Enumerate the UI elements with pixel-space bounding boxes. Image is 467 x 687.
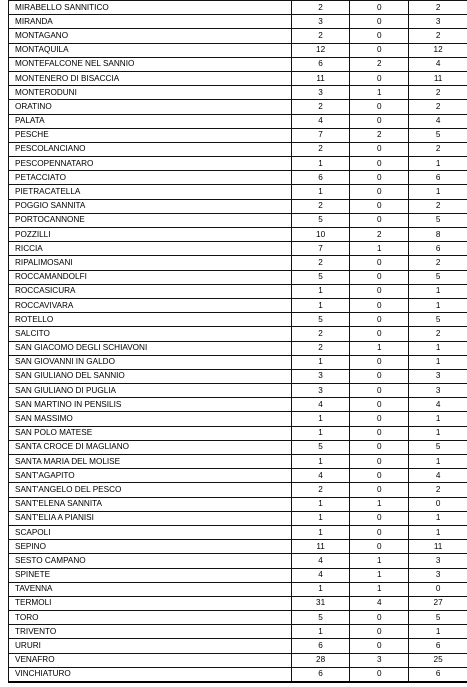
count-total-cell: 4 (291, 114, 350, 128)
count-second-cell: 1 (350, 582, 409, 596)
table-row (9, 511, 467, 525)
table-row (9, 653, 467, 667)
count-third-cell: 2 (409, 86, 467, 100)
municipality-name-cell: VENAFRO (9, 653, 292, 667)
table-row (9, 483, 467, 497)
count-third-cell: 5 (409, 270, 467, 284)
municipality-name-cell: PESCOPENNATARO (9, 157, 292, 171)
count-second-cell: 0 (350, 369, 409, 383)
table-row (9, 284, 467, 298)
count-second-cell: 0 (350, 384, 409, 398)
count-third-cell: 4 (409, 469, 467, 483)
count-second-cell: 0 (350, 1, 409, 15)
table-row (9, 455, 467, 469)
table-row (9, 1, 467, 15)
table-row (9, 582, 467, 596)
count-third-cell: 6 (409, 667, 467, 682)
municipality-name-cell: MIRANDA (9, 15, 292, 29)
count-third-cell: 5 (409, 128, 467, 142)
count-third-cell: 2 (409, 199, 467, 213)
count-second-cell: 0 (350, 412, 409, 426)
municipality-name-cell: SANT'ANGELO DEL PESCO (9, 483, 292, 497)
count-total-cell: 1 (291, 412, 350, 426)
count-total-cell: 5 (291, 611, 350, 625)
count-second-cell: 2 (350, 57, 409, 71)
count-total-cell: 6 (291, 667, 350, 682)
count-total-cell: 2 (291, 142, 350, 156)
municipality-name-cell: SAN GIOVANNI IN GALDO (9, 355, 292, 369)
count-second-cell: 0 (350, 611, 409, 625)
count-third-cell: 1 (409, 625, 467, 639)
count-total-cell: 1 (291, 625, 350, 639)
municipality-name-cell: MONTAGANO (9, 29, 292, 43)
count-total-cell: 2 (291, 100, 350, 114)
municipality-name-cell: ROCCAVIVARA (9, 298, 292, 312)
count-third-cell: 1 (409, 341, 467, 355)
count-third-cell: 2 (409, 1, 467, 15)
count-second-cell: 0 (350, 511, 409, 525)
table-row (9, 228, 467, 242)
count-third-cell: 3 (409, 554, 467, 568)
count-total-cell: 6 (291, 171, 350, 185)
municipality-name-cell: PIETRACATELLA (9, 185, 292, 199)
count-second-cell: 1 (350, 568, 409, 582)
municipality-name-cell: SAN MARTINO IN PENSILIS (9, 398, 292, 412)
count-second-cell: 0 (350, 270, 409, 284)
count-total-cell: 2 (291, 256, 350, 270)
table-row (9, 497, 467, 511)
count-total-cell: 1 (291, 497, 350, 511)
count-third-cell: 11 (409, 540, 467, 554)
table-row (9, 625, 467, 639)
count-second-cell: 0 (350, 213, 409, 227)
table-row (9, 128, 467, 142)
count-total-cell: 1 (291, 511, 350, 525)
count-third-cell: 1 (409, 284, 467, 298)
count-second-cell: 0 (350, 114, 409, 128)
municipality-name-cell: SPINETE (9, 568, 292, 582)
count-second-cell: 0 (350, 540, 409, 554)
count-third-cell: 1 (409, 298, 467, 312)
municipality-name-cell: SAN GIULIANO DI PUGLIA (9, 384, 292, 398)
count-second-cell: 0 (350, 185, 409, 199)
municipality-name-cell: MONTAQUILA (9, 43, 292, 57)
count-second-cell: 3 (350, 653, 409, 667)
municipality-name-cell: SAN POLO MATESE (9, 426, 292, 440)
count-total-cell: 2 (291, 199, 350, 213)
count-second-cell: 2 (350, 128, 409, 142)
count-second-cell: 0 (350, 398, 409, 412)
table-row (9, 639, 467, 653)
count-total-cell: 1 (291, 582, 350, 596)
count-total-cell: 5 (291, 213, 350, 227)
municipality-name-cell: SAN GIACOMO DEGLI SCHIAVONI (9, 341, 292, 355)
municipality-name-cell: SAN MASSIMO (9, 412, 292, 426)
table-row (9, 100, 467, 114)
municipality-name-cell: MONTENERO DI BISACCIA (9, 71, 292, 85)
count-third-cell: 2 (409, 29, 467, 43)
count-third-cell: 5 (409, 440, 467, 454)
count-total-cell: 6 (291, 57, 350, 71)
table-row (9, 86, 467, 100)
table-row (9, 540, 467, 554)
table-row (9, 298, 467, 312)
count-total-cell: 3 (291, 384, 350, 398)
count-second-cell: 0 (350, 142, 409, 156)
count-third-cell: 5 (409, 213, 467, 227)
municipality-name-cell: URURI (9, 639, 292, 653)
table-row (9, 185, 467, 199)
municipality-name-cell: SANTA MARIA DEL MOLISE (9, 455, 292, 469)
table-row (9, 270, 467, 284)
table-body (9, 1, 467, 683)
count-second-cell: 0 (350, 469, 409, 483)
count-total-cell: 1 (291, 455, 350, 469)
table-row (9, 313, 467, 327)
municipality-name-cell: TAVENNA (9, 582, 292, 596)
municipality-name-cell: MONTEFALCONE NEL SANNIO (9, 57, 292, 71)
count-third-cell: 6 (409, 171, 467, 185)
municipality-name-cell: TORO (9, 611, 292, 625)
count-third-cell: 3 (409, 384, 467, 398)
municipality-name-cell: SESTO CAMPANO (9, 554, 292, 568)
count-total-cell: 2 (291, 327, 350, 341)
count-third-cell: 1 (409, 426, 467, 440)
count-second-cell: 0 (350, 256, 409, 270)
table-row (9, 525, 467, 539)
table-row (9, 256, 467, 270)
count-second-cell: 0 (350, 298, 409, 312)
count-third-cell: 5 (409, 611, 467, 625)
table-row (9, 142, 467, 156)
table-row (9, 171, 467, 185)
count-third-cell: 6 (409, 242, 467, 256)
count-third-cell: 1 (409, 412, 467, 426)
count-third-cell: 2 (409, 327, 467, 341)
municipality-name-cell: PESCHE (9, 128, 292, 142)
count-third-cell: 1 (409, 157, 467, 171)
count-total-cell: 3 (291, 86, 350, 100)
count-second-cell: 0 (350, 15, 409, 29)
count-third-cell: 1 (409, 455, 467, 469)
count-second-cell: 0 (350, 625, 409, 639)
count-total-cell: 4 (291, 398, 350, 412)
table-row (9, 554, 467, 568)
table-row (9, 29, 467, 43)
municipality-name-cell: POGGIO SANNITA (9, 199, 292, 213)
count-total-cell: 1 (291, 157, 350, 171)
municipality-name-cell: SANT'ELIA A PIANISI (9, 511, 292, 525)
municipality-name-cell: ROTELLO (9, 313, 292, 327)
municipality-name-cell: TERMOLI (9, 596, 292, 610)
count-third-cell: 0 (409, 497, 467, 511)
municipality-table (8, 0, 467, 683)
municipality-name-cell: SALCITO (9, 327, 292, 341)
count-total-cell: 2 (291, 1, 350, 15)
table-row (9, 596, 467, 610)
count-total-cell: 3 (291, 15, 350, 29)
count-total-cell: 11 (291, 71, 350, 85)
table-row (9, 412, 467, 426)
count-third-cell: 5 (409, 313, 467, 327)
count-total-cell: 12 (291, 43, 350, 57)
count-total-cell: 5 (291, 270, 350, 284)
count-total-cell: 2 (291, 29, 350, 43)
count-second-cell: 0 (350, 327, 409, 341)
count-total-cell: 1 (291, 426, 350, 440)
municipality-name-cell: SCAPOLI (9, 525, 292, 539)
table-row (9, 114, 467, 128)
table-row (9, 611, 467, 625)
count-total-cell: 5 (291, 313, 350, 327)
municipality-name-cell: SANT'AGAPITO (9, 469, 292, 483)
municipality-name-cell: SEPINO (9, 540, 292, 554)
municipality-name-cell: POZZILLI (9, 228, 292, 242)
count-second-cell: 1 (350, 86, 409, 100)
count-second-cell: 1 (350, 341, 409, 355)
count-total-cell: 4 (291, 554, 350, 568)
count-third-cell: 3 (409, 15, 467, 29)
count-third-cell: 1 (409, 355, 467, 369)
count-second-cell: 0 (350, 199, 409, 213)
municipality-name-cell: PORTOCANNONE (9, 213, 292, 227)
count-third-cell: 1 (409, 511, 467, 525)
table-row (9, 199, 467, 213)
table-row (9, 667, 467, 682)
count-second-cell: 0 (350, 43, 409, 57)
count-total-cell: 3 (291, 369, 350, 383)
count-third-cell: 6 (409, 639, 467, 653)
count-third-cell: 1 (409, 185, 467, 199)
table-row (9, 384, 467, 398)
count-second-cell: 0 (350, 355, 409, 369)
table-row (9, 242, 467, 256)
table-row (9, 15, 467, 29)
count-third-cell: 8 (409, 228, 467, 242)
count-second-cell: 0 (350, 284, 409, 298)
municipality-name-cell: ROCCASICURA (9, 284, 292, 298)
municipality-name-cell: PALATA (9, 114, 292, 128)
count-total-cell: 1 (291, 298, 350, 312)
table-row (9, 469, 467, 483)
municipality-name-cell: PESCOLANCIANO (9, 142, 292, 156)
table-row (9, 327, 467, 341)
count-third-cell: 0 (409, 582, 467, 596)
municipality-name-cell: TRIVENTO (9, 625, 292, 639)
municipality-name-cell: ORATINO (9, 100, 292, 114)
table-row (9, 57, 467, 71)
count-third-cell: 12 (409, 43, 467, 57)
municipality-name-cell: VINCHIATURO (9, 667, 292, 682)
count-total-cell: 28 (291, 653, 350, 667)
count-total-cell: 10 (291, 228, 350, 242)
table-row (9, 355, 467, 369)
municipality-name-cell: MIRABELLO SANNITICO (9, 1, 292, 15)
count-second-cell: 0 (350, 525, 409, 539)
count-third-cell: 4 (409, 114, 467, 128)
count-third-cell: 11 (409, 71, 467, 85)
count-total-cell: 1 (291, 525, 350, 539)
count-total-cell: 31 (291, 596, 350, 610)
table-row (9, 440, 467, 454)
count-total-cell: 1 (291, 284, 350, 298)
count-third-cell: 2 (409, 142, 467, 156)
count-second-cell: 0 (350, 667, 409, 682)
count-total-cell: 1 (291, 355, 350, 369)
count-second-cell: 4 (350, 596, 409, 610)
count-third-cell: 2 (409, 483, 467, 497)
count-total-cell: 1 (291, 185, 350, 199)
count-second-cell: 0 (350, 157, 409, 171)
count-total-cell: 7 (291, 128, 350, 142)
table-row (9, 157, 467, 171)
count-total-cell: 5 (291, 440, 350, 454)
table-row (9, 341, 467, 355)
municipality-name-cell: SANT'ELENA SANNITA (9, 497, 292, 511)
count-second-cell: 0 (350, 171, 409, 185)
count-total-cell: 6 (291, 639, 350, 653)
table-row (9, 398, 467, 412)
count-second-cell: 0 (350, 100, 409, 114)
count-second-cell: 1 (350, 242, 409, 256)
count-third-cell: 2 (409, 256, 467, 270)
municipality-name-cell: SANTA CROCE DI MAGLIANO (9, 440, 292, 454)
count-total-cell: 11 (291, 540, 350, 554)
count-total-cell: 4 (291, 568, 350, 582)
count-second-cell: 0 (350, 639, 409, 653)
count-second-cell: 0 (350, 440, 409, 454)
count-third-cell: 4 (409, 398, 467, 412)
municipality-name-cell: RIPALIMOSANI (9, 256, 292, 270)
count-third-cell: 3 (409, 369, 467, 383)
count-third-cell: 27 (409, 596, 467, 610)
count-second-cell: 0 (350, 71, 409, 85)
count-second-cell: 0 (350, 313, 409, 327)
table-row (9, 213, 467, 227)
count-third-cell: 4 (409, 57, 467, 71)
count-second-cell: 0 (350, 426, 409, 440)
municipality-name-cell: MONTERODUNI (9, 86, 292, 100)
count-third-cell: 2 (409, 100, 467, 114)
count-second-cell: 0 (350, 29, 409, 43)
municipality-name-cell: RICCIA (9, 242, 292, 256)
count-total-cell: 4 (291, 469, 350, 483)
count-third-cell: 1 (409, 525, 467, 539)
count-second-cell: 1 (350, 497, 409, 511)
municipality-name-cell: ROCCAMANDOLFI (9, 270, 292, 284)
municipality-name-cell: SAN GIULIANO DEL SANNIO (9, 369, 292, 383)
count-second-cell: 0 (350, 483, 409, 497)
count-total-cell: 2 (291, 483, 350, 497)
count-second-cell: 1 (350, 554, 409, 568)
table-row (9, 369, 467, 383)
count-total-cell: 2 (291, 341, 350, 355)
municipality-name-cell: PETACCIATO (9, 171, 292, 185)
count-second-cell: 0 (350, 455, 409, 469)
table-row (9, 43, 467, 57)
count-total-cell: 7 (291, 242, 350, 256)
count-third-cell: 3 (409, 568, 467, 582)
count-second-cell: 2 (350, 228, 409, 242)
table-row (9, 568, 467, 582)
count-third-cell: 25 (409, 653, 467, 667)
table-row (9, 71, 467, 85)
table-row (9, 426, 467, 440)
